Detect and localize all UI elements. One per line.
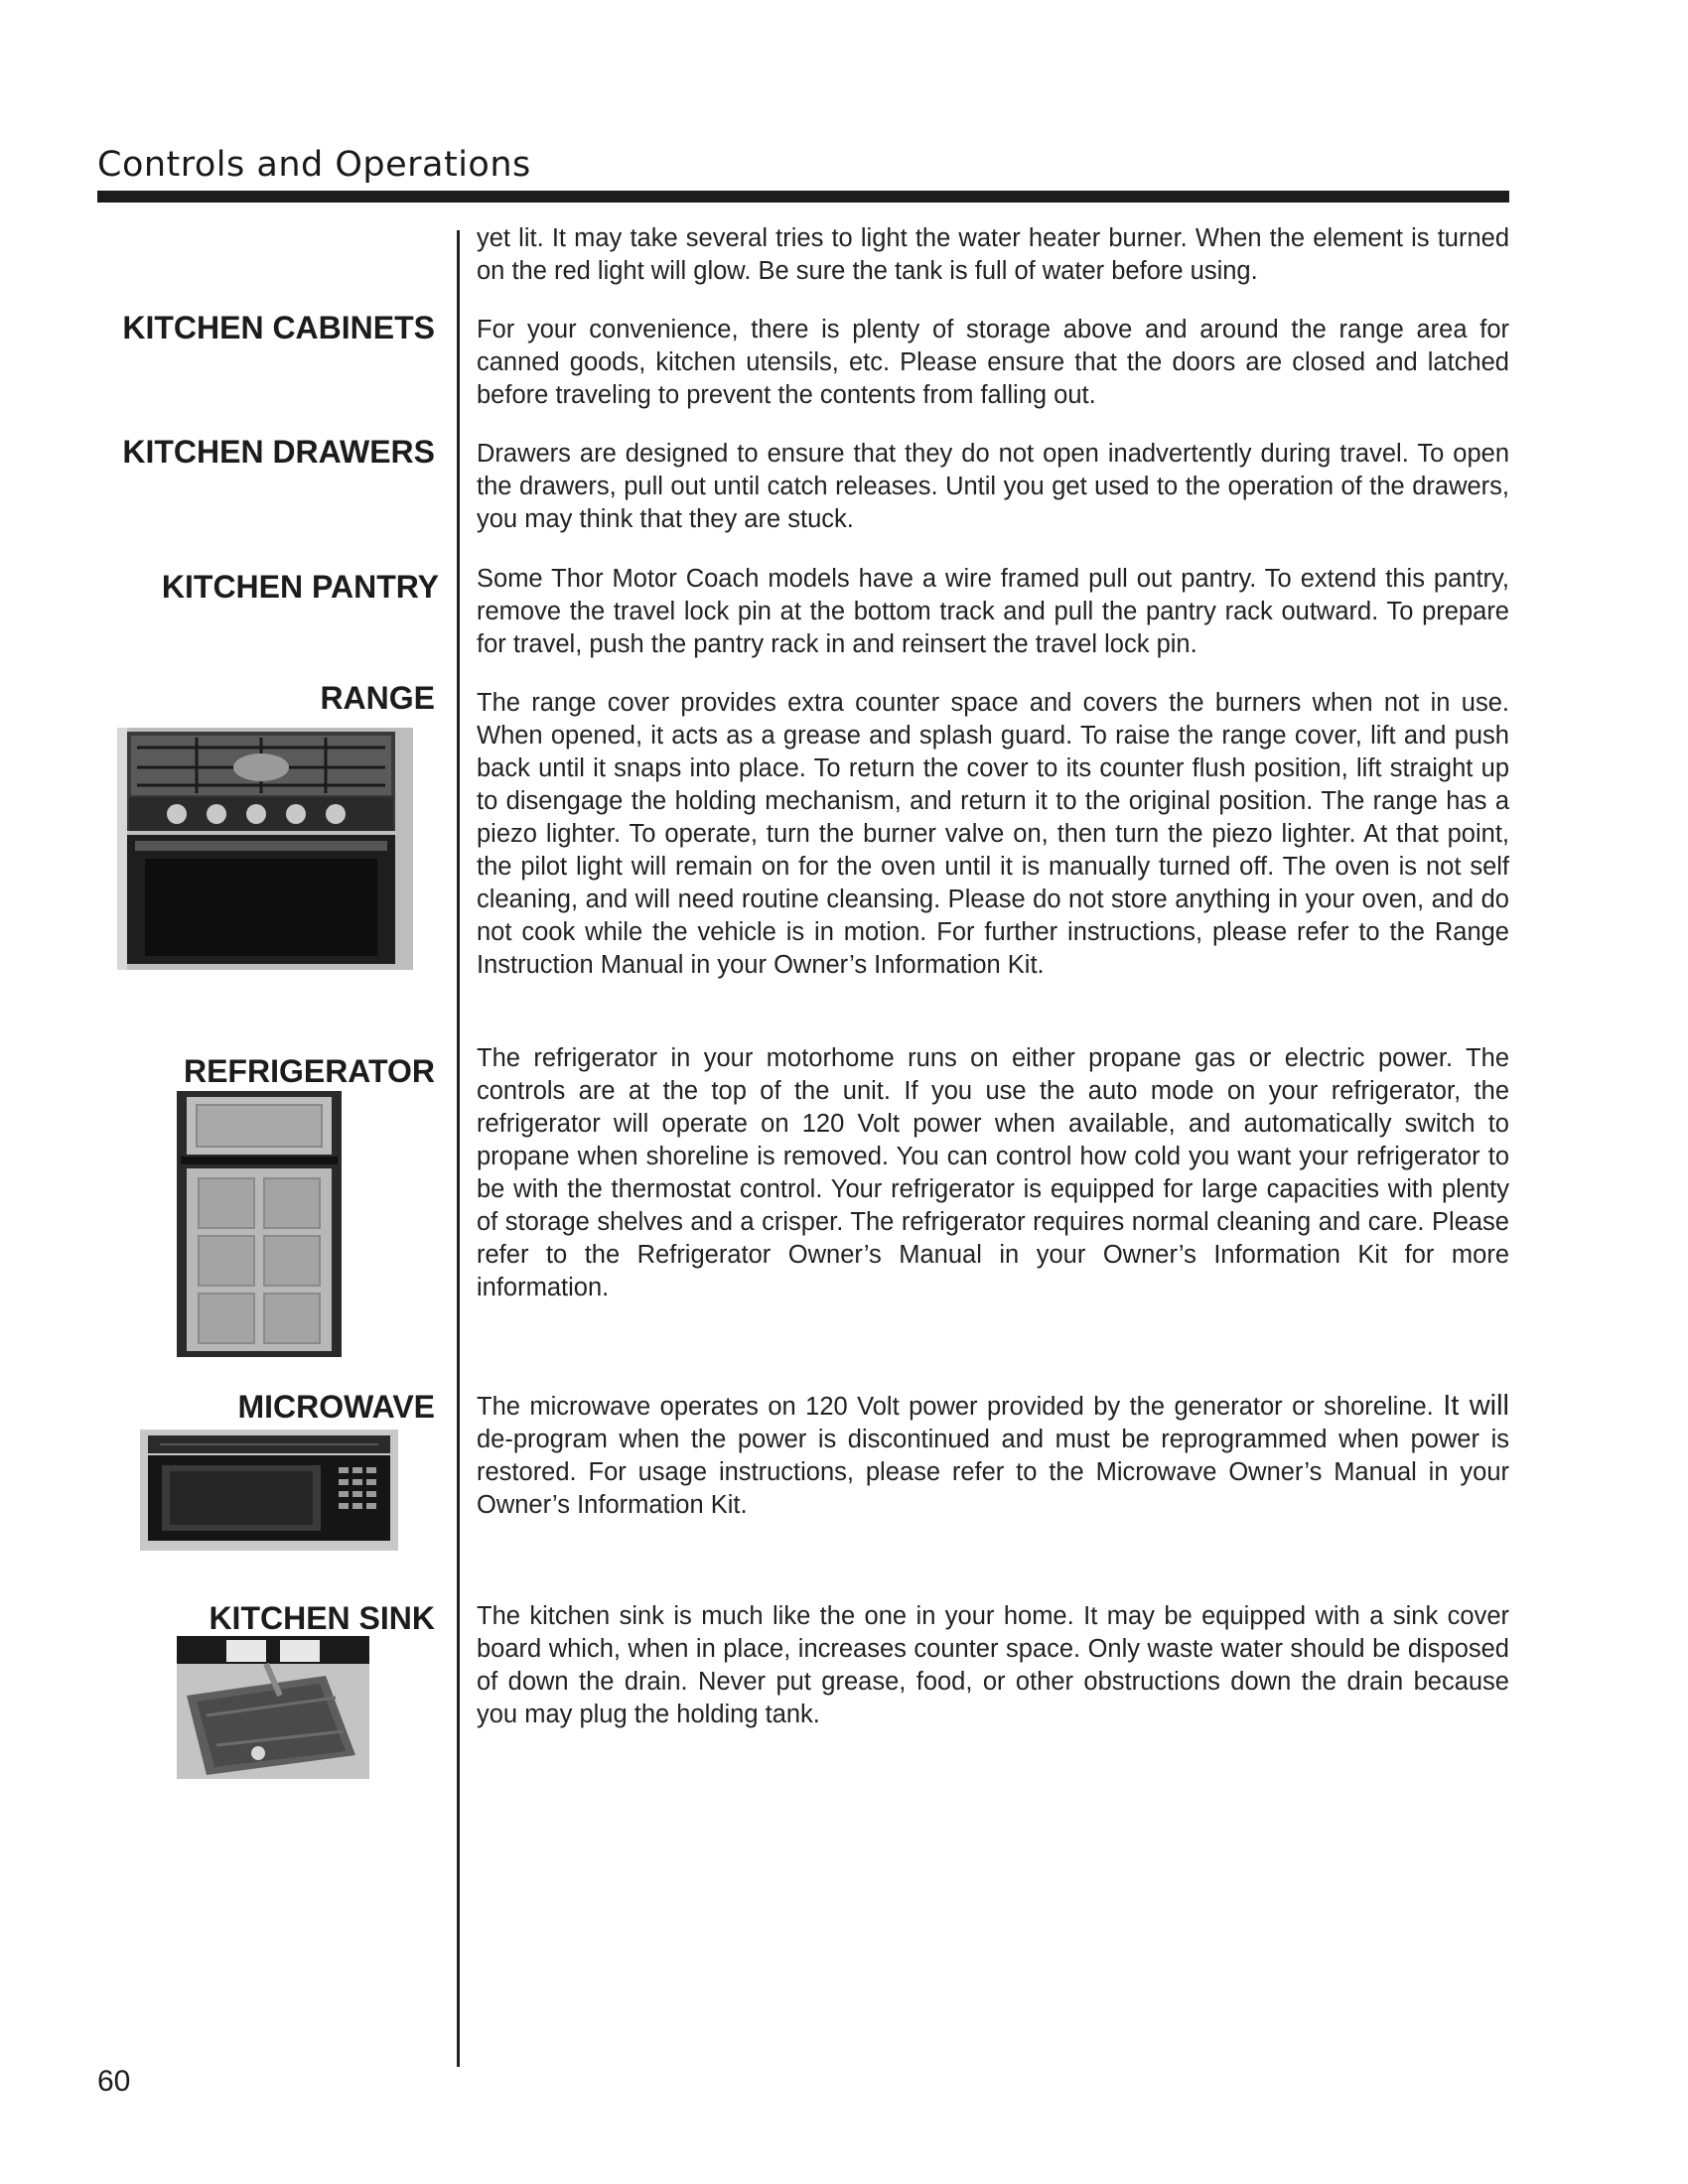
range-heading: RANGE (320, 680, 435, 716)
kitchen-drawers-heading: KITCHEN DRAWERS (122, 434, 435, 470)
kitchen-cabinets-heading: KITCHEN CABINETS (122, 310, 435, 345)
range-photo (117, 728, 413, 970)
microwave-text-line1: The microwave operates on 120 Volt power provided by the generator or shoreline. (477, 1393, 1434, 1421)
microwave-text-big: It will (1443, 1390, 1509, 1422)
microwave-paragraph (477, 1390, 1509, 1522)
kitchen-sink-paragraph: The kitchen sink is much like the one in your home. It may be equipped with a sink cover board which, when in place, increases counter space. Only waste water should be disposed of down the drain. Never put grease, food, or other obstructions down the drain because you may plug the holding tank. (477, 1602, 1509, 1728)
microwave-heading-text: MICROWAVE (237, 1389, 435, 1425)
range-paragraph: The range cover provides extra counter space and covers the burners when not in use. When opened, it acts as a grease and splash guard. To raise the range cover, lift and push back until it snaps into place. To return the cover to its counter flush position, lift straight up to disengage the holding mechanism, and return it to the original position. The range has a piezo lighter. To operate, turn the burner valve on, then turn the piezo lighter. At that point, the pilot light will remain on for the oven until it is manually turned off. The oven is not self cleaning, and will need routine cleansing. Please do not store anything in your oven, and do not cook while the vehicle is in motion. For further instructions, please refer to the Range Instruction Manual in your Owner’s Information Kit. (477, 689, 1509, 979)
intro-paragraph: yet lit. It may take several tries to light the water heater burner. When the element is turned on the red light will glow. Be sure the tank is full of water before using. (477, 224, 1509, 285)
refrigerator-photo (177, 1091, 342, 1357)
refrigerator-heading: REFRIGERATOR (183, 1053, 435, 1089)
kitchen-drawers-paragraph: Drawers are designed to ensure that they do not open inadvertently during travel. To open the drawers, pull out until catch releases. Until you get used to the operation of the drawers, you may think that they are stuck. (477, 440, 1509, 533)
microwave-text-rest: de-program when the power is discontinued and must be reprogrammed when power is restored. For usage instructions, please refer to the Microwave Owner’s Manual in your Owner’s Information Kit. (477, 1426, 1509, 1519)
microwave-photo (140, 1430, 398, 1551)
header-rule (97, 191, 1509, 203)
microwave-heading (237, 1389, 435, 1426)
kitchen-pantry-paragraph: Some Thor Motor Coach models have a wire framed pull out pantry. To extend this pantry, remove the travel lock pin at the bottom track and pull the pantry rack outward. To prepare for travel, push the pantry rack in and reinsert the travel lock pin. (477, 565, 1509, 658)
page-header-title: Controls and Operations (97, 145, 531, 185)
kitchen-sink-heading: KITCHEN SINK (209, 1600, 435, 1636)
page-number: 60 (97, 2065, 131, 2098)
column-divider (457, 230, 460, 2067)
kitchen-sink-photo (177, 1636, 369, 1779)
refrigerator-paragraph: The refrigerator in your motorhome runs on either propane gas or electric power. The controls are at the top of the unit. If you use the auto mode on your refrigerator, the refrigerator will operate on 120 Volt power when available, and automatically switch to propane when shoreline is removed. You can control how cold you want your refrigerator to be with the thermostat control. Your refrigerator is equipped for large capacities with plenty of storage shelves and a crisper. The refrigerator requires normal cleaning and care. Please refer to the Refrigerator Owner’s Manual in your Owner’s Information Kit for more information. (477, 1044, 1509, 1301)
kitchen-cabinets-paragraph: For your convenience, there is plenty of storage above and around the range area for canned goods, kitchen utensils, etc. Please ensure that the doors are closed and latched before traveling to prevent the contents from falling out. (477, 316, 1509, 409)
kitchen-pantry-heading: KITCHEN PANTRY (161, 569, 439, 605)
